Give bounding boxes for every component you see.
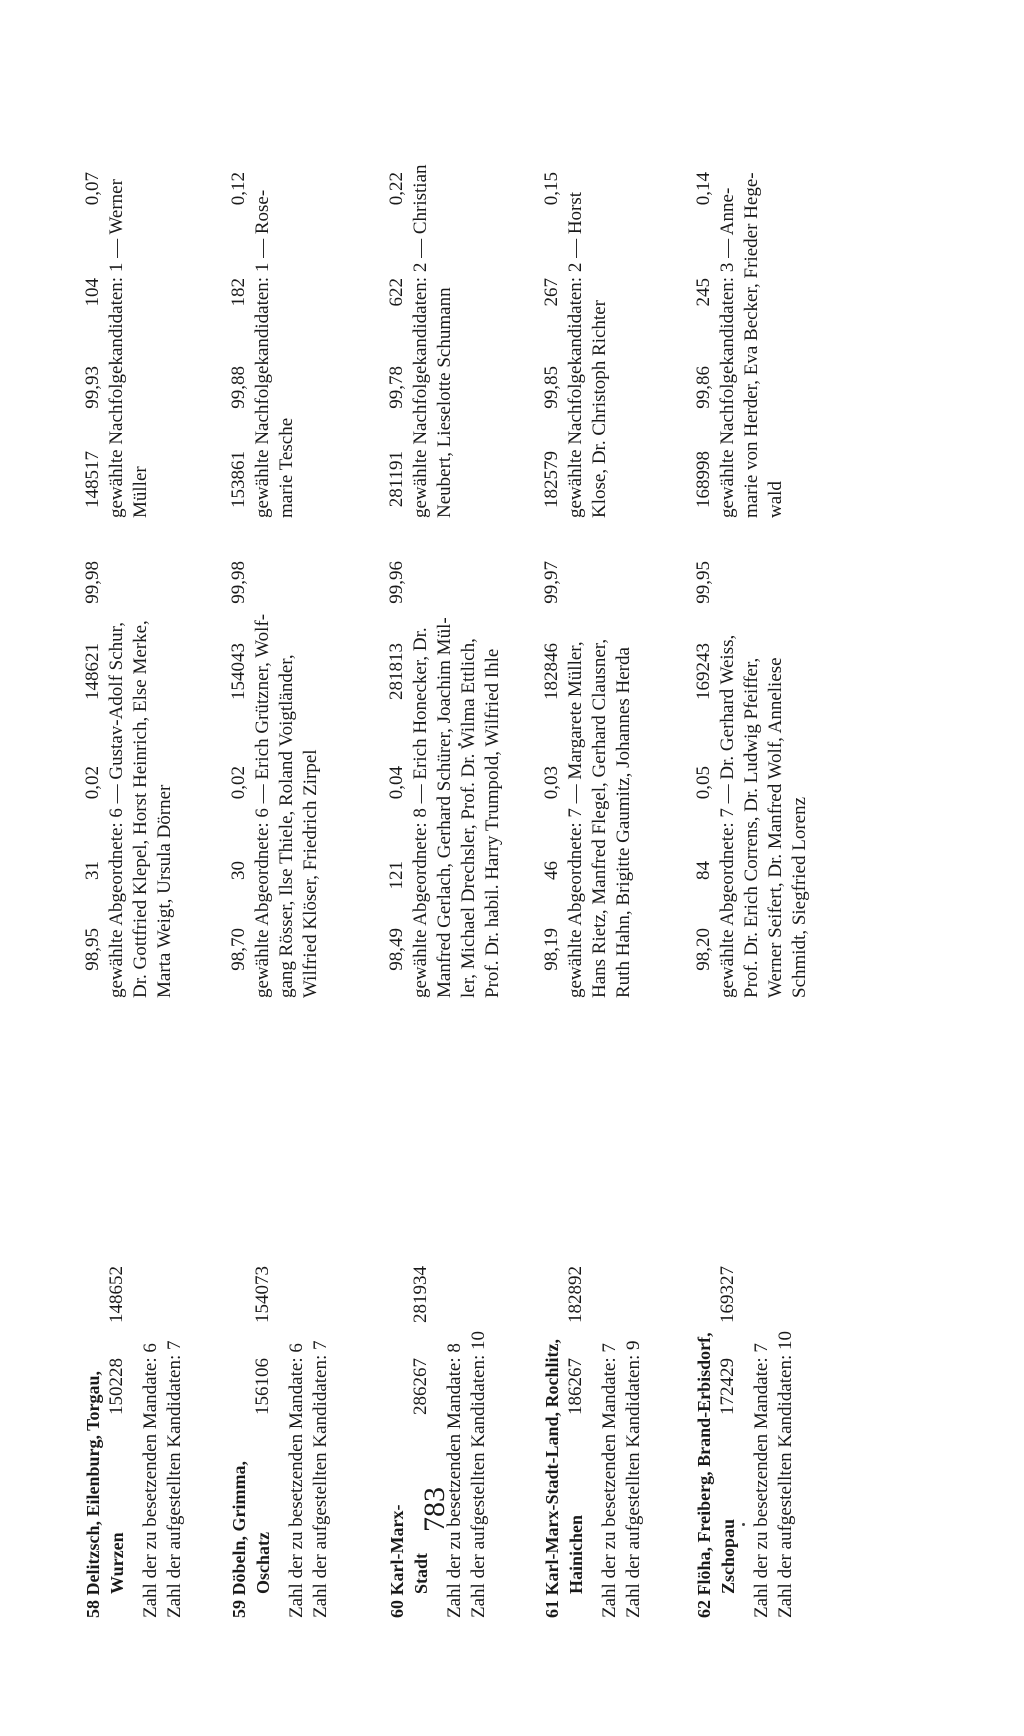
nachfolgekandidaten-line: gewählte Nachfolgekandidaten: 2 — Horst xyxy=(565,191,586,518)
abgeordnete-line: ler, Michael Drechsler, Prof. Dr. Wilma Ettlich, xyxy=(458,638,479,998)
wahlberechtigte-value: 156106 xyxy=(252,1358,273,1415)
mandate-label: Zahl der zu besetzenden Mandate: 8 xyxy=(444,1343,465,1618)
fuerstimmen-value: 148621 xyxy=(82,643,103,700)
wahlbeteiligung-value: 98,70 xyxy=(228,928,249,971)
wahlbeteiligung-value: 98,95 xyxy=(82,928,103,971)
mandate-label: Zahl der zu besetzenden Mandate: 6 xyxy=(140,1343,161,1618)
nachfolge-gesamt-value: 182579 xyxy=(541,451,562,508)
abgeordnete-line: Prof. Dr. Erich Correns, Dr. Ludwig Pfeiffer, xyxy=(741,657,762,998)
nachfolgekandidaten-line: marie Tesche xyxy=(276,417,297,518)
page-number: 783 xyxy=(418,1487,451,1532)
nachfolge-gegen-percent: 0,12 xyxy=(228,172,249,206)
abgeordnete-line: gewählte Abgeordnete: 7 — Dr. Gerhard Weiss, xyxy=(717,634,738,998)
abgeordnete-line: Manfred Gerlach, Gerhard Schürer, Joachim Mül- xyxy=(434,617,455,998)
wahlbeteiligung-value: 98,19 xyxy=(541,928,562,971)
nachfolge-gesamt-value: 281191 xyxy=(386,451,407,508)
entry-heading-name: Hainichen xyxy=(566,1514,586,1594)
gegenstimmen-percent: 0,05 xyxy=(693,766,714,800)
wahlberechtigte-value: 186267 xyxy=(565,1358,586,1415)
gegenstimmen-percent: 0,02 xyxy=(228,766,249,800)
gueltige-stimmen-value: 154073 xyxy=(252,1266,273,1323)
nachfolge-gegen-percent: 0,15 xyxy=(541,172,562,206)
abgeordnete-line: Hans Rietz, Manfred Flegel, Gerhard Clausner, xyxy=(589,638,610,998)
entry-heading-name: Stadt xyxy=(411,1552,431,1594)
entry-heading: 62 Flöha, Freiberg, Brand-Erbisdorf, xyxy=(694,1332,714,1618)
abgeordnete-line: Werner Seifert, Dr. Manfred Wolf, Anneliese xyxy=(765,657,786,998)
nachfolgekandidaten-line: marie von Herder, Eva Becker, Frieder Hege- xyxy=(741,172,762,518)
nachfolge-percent: 99,86 xyxy=(693,366,714,409)
gegenstimmen-value: 46 xyxy=(541,861,562,880)
nachfolge-gegen-value: 245 xyxy=(693,278,714,307)
entry-heading-name: Oschatz xyxy=(253,1532,273,1594)
gueltige-stimmen-value: 182892 xyxy=(565,1266,586,1323)
fuerstimmen-value: 182846 xyxy=(541,643,562,700)
kandidaten-label: Zahl der aufgestellten Kandidaten: 9 xyxy=(623,1340,644,1618)
abgeordnete-line: Dr. Gottfried Klepel, Horst Heinrich, Else Merke, xyxy=(130,620,151,998)
gegenstimmen-percent: 0,04 xyxy=(386,766,407,800)
wahlberechtigte-value: 150228 xyxy=(106,1358,127,1415)
kandidaten-label: Zahl der aufgestellten Kandidaten: 7 xyxy=(310,1340,331,1618)
abgeordnete-line: Prof. Dr. habil. Harry Trumpold, Wilfried Ihle xyxy=(482,648,503,998)
nachfolgekandidaten-line: gewählte Nachfolgekandidaten: 1 — Werner xyxy=(106,179,127,518)
fuerstimmen-percent: 99,98 xyxy=(82,561,103,604)
gegenstimmen-percent: 0,03 xyxy=(541,766,562,800)
abgeordnete-line: gewählte Abgeordnete: 7 — Margarete Müller, xyxy=(565,641,586,998)
gueltige-stimmen-value: 169327 xyxy=(717,1266,738,1323)
abgeordnete-line: gang Rösser, Ilse Thiele, Roland Voigtländer, xyxy=(276,654,297,998)
gueltige-stimmen-value: 281934 xyxy=(410,1266,431,1323)
nachfolge-gegen-percent: 0,07 xyxy=(82,172,103,206)
fuerstimmen-percent: 99,98 xyxy=(228,561,249,604)
wahlbeteiligung-value: 98,49 xyxy=(386,928,407,971)
abgeordnete-line: Schmidt, Siegfried Lorenz xyxy=(789,796,810,998)
kandidaten-label: Zahl der aufgestellten Kandidaten: 10 xyxy=(468,1330,489,1618)
nachfolgekandidaten-line: Klose, Dr. Christoph Richter xyxy=(589,300,610,518)
fuerstimmen-value: 169243 xyxy=(693,643,714,700)
fuerstimmen-value: 154043 xyxy=(228,643,249,700)
speck xyxy=(742,1523,745,1526)
fuerstimmen-percent: 99,97 xyxy=(541,561,562,604)
wahlberechtigte-value: 172429 xyxy=(717,1358,738,1415)
gegenstimmen-value: 30 xyxy=(228,861,249,880)
nachfolge-percent: 99,78 xyxy=(386,366,407,409)
fuerstimmen-percent: 99,96 xyxy=(386,561,407,604)
abgeordnete-line: Wilfried Klöser, Friedrich Zirpel xyxy=(300,749,321,998)
fuerstimmen-value: 281813 xyxy=(386,643,407,700)
nachfolge-gegen-value: 104 xyxy=(82,278,103,307)
gegenstimmen-value: 121 xyxy=(386,861,407,890)
nachfolge-gegen-value: 182 xyxy=(228,278,249,307)
abgeordnete-line: Ruth Hahn, Brigitte Gaumitz, Johannes Herda xyxy=(613,647,634,998)
nachfolgekandidaten-line: gewählte Nachfolgekandidaten: 3 — Anne- xyxy=(717,187,738,518)
kandidaten-label: Zahl der aufgestellten Kandidaten: 10 xyxy=(775,1330,796,1618)
nachfolge-gegen-percent: 0,22 xyxy=(386,172,407,206)
kandidaten-label: Zahl der aufgestellten Kandidaten: 7 xyxy=(164,1340,185,1618)
entry-heading-name: Wurzen xyxy=(107,1532,127,1594)
gegenstimmen-value: 31 xyxy=(82,861,103,880)
mandate-label: Zahl der zu besetzenden Mandate: 7 xyxy=(599,1343,620,1618)
nachfolge-percent: 99,93 xyxy=(82,366,103,409)
nachfolgekandidaten-line: gewählte Nachfolgekandidaten: 2 — Christian xyxy=(410,164,431,518)
gegenstimmen-value: 84 xyxy=(693,861,714,880)
nachfolge-gegen-percent: 0,14 xyxy=(693,172,714,206)
nachfolge-gesamt-value: 148517 xyxy=(82,451,103,508)
entry-heading: 59 Döbeln, Grimma, xyxy=(229,1461,249,1618)
nachfolge-percent: 99,85 xyxy=(541,366,562,409)
abgeordnete-line: gewählte Abgeordnete: 6 — Gustav-Adolf Schur, xyxy=(106,622,127,998)
abgeordnete-line: gewählte Abgeordnete: 8 — Erich Honecker, Dr. xyxy=(410,627,431,998)
abgeordnete-line: gewählte Abgeordnete: 6 — Erich Grützner, Wolf- xyxy=(252,613,273,998)
mandate-label: Zahl der zu besetzenden Mandate: 7 xyxy=(751,1343,772,1618)
nachfolge-gegen-value: 622 xyxy=(386,278,407,307)
entry-heading: 60 Karl-Marx- xyxy=(387,1504,407,1618)
nachfolge-percent: 99,88 xyxy=(228,366,249,409)
nachfolge-gesamt-value: 168998 xyxy=(693,451,714,508)
gegenstimmen-percent: 0,02 xyxy=(82,766,103,800)
entry-heading-name: Zschopau xyxy=(718,1518,738,1594)
nachfolgekandidaten-line: Neubert, Lieselotte Schumann xyxy=(434,287,455,518)
mandate-label: Zahl der zu besetzenden Mandate: 6 xyxy=(286,1343,307,1618)
gueltige-stimmen-value: 148652 xyxy=(106,1266,127,1323)
entry-heading: 58 Delitzsch, Eilenburg, Torgau, xyxy=(83,1370,103,1618)
abgeordnete-line: Marta Weigt, Ursula Dörner xyxy=(154,784,175,998)
fuerstimmen-percent: 99,95 xyxy=(693,561,714,604)
entry-heading: 61 Karl-Marx-Stadt-Land, Rochlitz, xyxy=(542,1339,562,1618)
nachfolge-gegen-value: 267 xyxy=(541,278,562,307)
nachfolge-gesamt-value: 153861 xyxy=(228,451,249,508)
wahlbeteiligung-value: 98,20 xyxy=(693,928,714,971)
nachfolgekandidaten-line: wald xyxy=(765,481,786,518)
nachfolgekandidaten-line: gewählte Nachfolgekandidaten: 1 — Rose- xyxy=(252,189,273,518)
nachfolgekandidaten-line: Müller xyxy=(130,466,151,518)
wahlberechtigte-value: 286267 xyxy=(410,1358,431,1415)
